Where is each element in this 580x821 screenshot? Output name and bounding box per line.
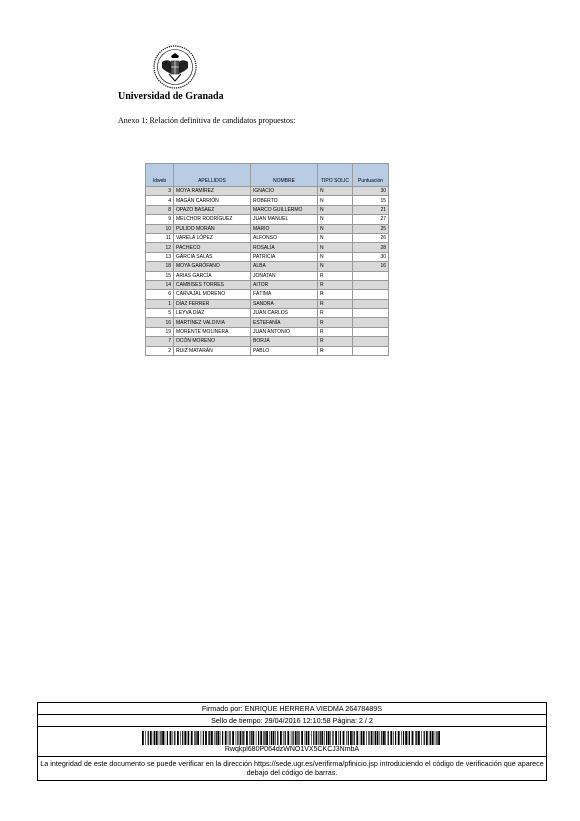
cell-apellidos: VARELA LÓPEZ <box>174 233 251 242</box>
cell-nombre: ALBA <box>251 262 318 271</box>
cell-puntuacion: 30 <box>353 187 389 196</box>
cell-nombre: MARIO <box>251 224 318 233</box>
cell-tipo-solic: R <box>318 271 353 280</box>
cell-apellidos: OCÓN MORENO <box>174 337 251 346</box>
table-row <box>146 318 389 327</box>
table-row <box>146 290 389 299</box>
table-row <box>146 337 389 346</box>
cell-nombre: ALFONSO <box>251 233 318 242</box>
header-apellidos: APELLIDOS <box>174 164 251 187</box>
cell-idweb: 16 <box>146 318 174 327</box>
cell-tipo-solic: R <box>318 346 353 355</box>
cell-nombre: SANDRA <box>251 299 318 308</box>
cell-apellidos: DÍAZ FERRER <box>174 299 251 308</box>
cell-idweb: 6 <box>146 290 174 299</box>
timestamp: Sello de tiempo: 29/04/2016 12:10:58 Página: 2 / 2 <box>38 715 546 727</box>
cell-nombre: FÁTIMA <box>251 290 318 299</box>
cell-nombre: PATRICIA <box>251 252 318 261</box>
table-row <box>146 299 389 308</box>
cell-nombre: PABLO <box>251 346 318 355</box>
cell-apellidos: MARTÍNEZ VALDIVIA <box>174 318 251 327</box>
cell-apellidos: MOYA GARÓFANO <box>174 262 251 271</box>
cell-idweb: 13 <box>146 252 174 261</box>
cell-apellidos: MORENTE MOLINERA <box>174 327 251 336</box>
table-row <box>146 196 389 205</box>
header-idweb: Idweb <box>146 164 174 187</box>
university-name: Universidad de Granada <box>118 91 224 102</box>
cell-apellidos: LEYVA DÍAZ <box>174 309 251 318</box>
table-row <box>146 187 389 196</box>
verification-note: La integridad de este documento se puede verificar en la dirección https://sede.ugr.es/verifirma/pfinicio.jsp introduciendo el código de verificación que aparece debajo del código de barras. <box>40 759 544 777</box>
table-row <box>146 280 389 289</box>
cell-apellidos: PULIDO MORÁN <box>174 224 251 233</box>
table-row <box>146 224 389 233</box>
cell-nombre: ESTEFANÍA <box>251 318 318 327</box>
cell-nombre: JUAN MANUEL <box>251 215 318 224</box>
cell-tipo-solic: R <box>318 290 353 299</box>
cell-tipo-solic: N <box>318 205 353 214</box>
cell-apellidos: RUIZ MATARÁN <box>174 346 251 355</box>
cell-puntuacion <box>353 280 389 289</box>
cell-idweb: 9 <box>146 215 174 224</box>
cell-puntuacion <box>353 299 389 308</box>
signed-by: Firmado por: ENRIQUE HERRERA VIEDMA 26478489S <box>38 703 546 715</box>
cell-puntuacion: 26 <box>353 233 389 242</box>
cell-idweb: 2 <box>146 346 174 355</box>
cell-idweb: 14 <box>146 280 174 289</box>
cell-puntuacion: 21 <box>353 205 389 214</box>
cell-apellidos: CARVAJAL MORENO <box>174 290 251 299</box>
table-row <box>146 346 389 355</box>
cell-idweb: 18 <box>146 262 174 271</box>
cell-tipo-solic: N <box>318 233 353 242</box>
cell-nombre: ROBERTO <box>251 196 318 205</box>
annex-title: Anexo 1: Relación definitiva de candidatos propuestos: <box>118 116 296 125</box>
barcode-text: Rwqkpl680P064dzWNO1VX5CKCJ3NmbA <box>224 746 360 753</box>
cell-idweb: 12 <box>146 243 174 252</box>
cell-idweb: 10 <box>146 224 174 233</box>
cell-apellidos: GARCIA SALAS <box>174 252 251 261</box>
cell-puntuacion: 30 <box>353 252 389 261</box>
cell-tipo-solic: R <box>318 309 353 318</box>
table-row <box>146 262 389 271</box>
cell-nombre: JUAN CARLOS <box>251 309 318 318</box>
table-body <box>146 187 389 356</box>
cell-apellidos: MELCHOR RODRÍGUEZ <box>174 215 251 224</box>
candidates-table <box>145 163 389 356</box>
signature-footer <box>37 702 547 781</box>
table-row <box>146 309 389 318</box>
barcode-icon <box>142 731 442 745</box>
cell-tipo-solic: N <box>318 262 353 271</box>
cell-apellidos: OPAZO BASAEZ <box>174 205 251 214</box>
cell-puntuacion: 27 <box>353 215 389 224</box>
cell-nombre: ROSALÍA <box>251 243 318 252</box>
cell-apellidos: CAMBISES TORRES <box>174 280 251 289</box>
cell-tipo-solic: N <box>318 224 353 233</box>
cell-tipo-solic: R <box>318 327 353 336</box>
cell-idweb: 8 <box>146 205 174 214</box>
cell-puntuacion <box>353 309 389 318</box>
cell-tipo-solic: R <box>318 318 353 327</box>
cell-idweb: 1 <box>146 299 174 308</box>
cell-idweb: 11 <box>146 233 174 242</box>
header-nombre: NOMBRE <box>251 164 318 187</box>
university-coat-of-arms-icon <box>152 44 198 90</box>
cell-puntuacion: 15 <box>353 196 389 205</box>
table-row <box>146 205 389 214</box>
cell-nombre: BORJA <box>251 337 318 346</box>
cell-tipo-solic: N <box>318 252 353 261</box>
cell-nombre: MARCO GUILLERMO <box>251 205 318 214</box>
cell-puntuacion <box>353 290 389 299</box>
cell-puntuacion <box>353 271 389 280</box>
table-row <box>146 271 389 280</box>
cell-apellidos: PACHECO <box>174 243 251 252</box>
table-row <box>146 233 389 242</box>
cell-apellidos: MOYA RAMÍREZ <box>174 187 251 196</box>
cell-tipo-solic: R <box>318 280 353 289</box>
cell-nombre: JUAN ANTONIO <box>251 327 318 336</box>
cell-tipo-solic: N <box>318 196 353 205</box>
cell-idweb: 3 <box>146 187 174 196</box>
table-row <box>146 327 389 336</box>
cell-apellidos: MAGÁN CARRIÓN <box>174 196 251 205</box>
cell-tipo-solic: R <box>318 337 353 346</box>
cell-tipo-solic: N <box>318 187 353 196</box>
cell-puntuacion <box>353 346 389 355</box>
cell-nombre: JONATAN <box>251 271 318 280</box>
cell-idweb: 15 <box>146 271 174 280</box>
cell-idweb: 7 <box>146 337 174 346</box>
cell-idweb: 5 <box>146 309 174 318</box>
cell-tipo-solic: N <box>318 243 353 252</box>
cell-puntuacion <box>353 337 389 346</box>
table-row <box>146 215 389 224</box>
cell-puntuacion: 16 <box>353 262 389 271</box>
cell-puntuacion: 28 <box>353 243 389 252</box>
cell-puntuacion <box>353 327 389 336</box>
cell-nombre: AITOR <box>251 280 318 289</box>
table-row <box>146 243 389 252</box>
cell-idweb: 19 <box>146 327 174 336</box>
cell-puntuacion: 25 <box>353 224 389 233</box>
cell-tipo-solic: R <box>318 299 353 308</box>
table-header-row <box>146 164 389 187</box>
table-row <box>146 252 389 261</box>
header-tipo-solic: TIPO SOLIC <box>318 164 353 187</box>
header-puntuacion: Puntuación <box>353 164 389 187</box>
barcode-block <box>38 727 546 757</box>
cell-idweb: 4 <box>146 196 174 205</box>
cell-apellidos: ARIAS GARCÍA <box>174 271 251 280</box>
cell-nombre: IGNACIO <box>251 187 318 196</box>
cell-puntuacion <box>353 318 389 327</box>
cell-tipo-solic: N <box>318 215 353 224</box>
